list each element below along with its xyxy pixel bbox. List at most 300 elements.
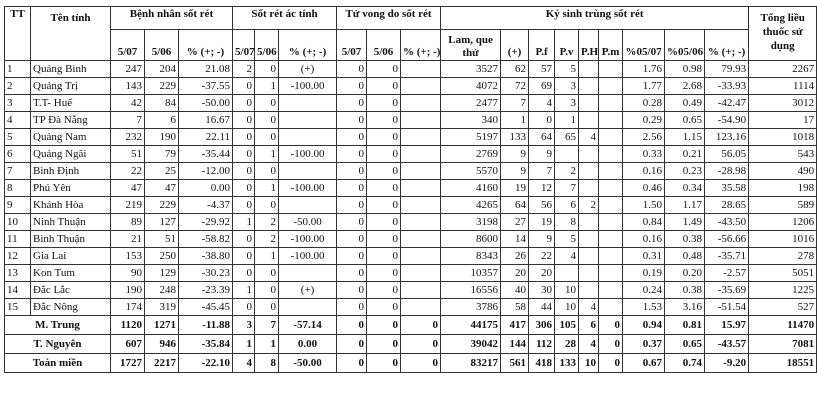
cell-b06: 129 xyxy=(145,265,179,282)
table-row xyxy=(5,112,817,129)
table-row xyxy=(5,299,817,316)
summary-cell-p06: 0.81 xyxy=(665,316,705,335)
table-row xyxy=(5,163,817,180)
cell-ph: 4 xyxy=(579,299,599,316)
table-row xyxy=(5,180,817,197)
cell-pos: 9 xyxy=(501,163,529,180)
cell-pf: 9 xyxy=(529,146,555,163)
summary-cell-dpct: 0 xyxy=(401,335,441,354)
cell-dpct xyxy=(401,163,441,180)
cell-pm xyxy=(599,146,623,163)
cell-s06: 2 xyxy=(255,214,279,231)
summary-cell-dpct: 0 xyxy=(401,316,441,335)
cell-b06: 25 xyxy=(145,163,179,180)
header-province: Tên tỉnh xyxy=(31,7,111,61)
cell-dpct xyxy=(401,231,441,248)
cell-dpct xyxy=(401,248,441,265)
cell-ph xyxy=(579,163,599,180)
cell-pv: 3 xyxy=(555,78,579,95)
cell-b07: 247 xyxy=(111,61,145,78)
cell-spct: -100.00 xyxy=(279,180,337,197)
table-row xyxy=(5,129,817,146)
cell-ppct: 123.16 xyxy=(705,129,749,146)
cell-pm xyxy=(599,112,623,129)
summary-row xyxy=(5,316,817,335)
cell-s07: 0 xyxy=(233,163,255,180)
cell-ppct: -35.71 xyxy=(705,248,749,265)
cell-s06: 0 xyxy=(255,95,279,112)
cell-s07: 0 xyxy=(233,265,255,282)
cell-drug: 543 xyxy=(749,146,817,163)
summary-cell-ppct: -9.20 xyxy=(705,354,749,373)
cell-p06: 0.98 xyxy=(665,61,705,78)
cell-spct xyxy=(279,129,337,146)
cell-d06: 0 xyxy=(367,129,401,146)
summary-cell-d06: 0 xyxy=(367,354,401,373)
cell-ph xyxy=(579,214,599,231)
cell-b06: 319 xyxy=(145,299,179,316)
cell-s06: 0 xyxy=(255,265,279,282)
summary-cell-d06: 0 xyxy=(367,316,401,335)
cell-pv: 7 xyxy=(555,180,579,197)
cell-b07: 232 xyxy=(111,129,145,146)
cell-bpct: 0.00 xyxy=(179,180,233,197)
cell-pv: 1 xyxy=(555,112,579,129)
cell-drug: 17 xyxy=(749,112,817,129)
row-tt: 14 xyxy=(5,282,31,299)
row-tt: 6 xyxy=(5,146,31,163)
summary-cell-lam: 44175 xyxy=(441,316,501,335)
cell-ph xyxy=(579,265,599,282)
row-tt: 5 xyxy=(5,129,31,146)
summary-cell-pf: 306 xyxy=(529,316,555,335)
cell-ph xyxy=(579,231,599,248)
cell-p06: 0.20 xyxy=(665,265,705,282)
cell-pv: 6 xyxy=(555,197,579,214)
cell-spct xyxy=(279,299,337,316)
table-row xyxy=(5,248,817,265)
cell-ppct: -28.98 xyxy=(705,163,749,180)
row-province: Bình Định xyxy=(31,163,111,180)
cell-lam: 10357 xyxy=(441,265,501,282)
cell-pos: 58 xyxy=(501,299,529,316)
cell-s06: 1 xyxy=(255,78,279,95)
cell-d07: 0 xyxy=(337,282,367,299)
header-parasites: Ký sinh trùng sốt rét xyxy=(441,7,749,30)
cell-s07: 2 xyxy=(233,61,255,78)
cell-d07: 0 xyxy=(337,299,367,316)
cell-pos: 14 xyxy=(501,231,529,248)
cell-s06: 0 xyxy=(255,197,279,214)
cell-s07: 0 xyxy=(233,180,255,197)
cell-dpct xyxy=(401,282,441,299)
cell-bpct: -45.45 xyxy=(179,299,233,316)
row-tt: 1 xyxy=(5,61,31,78)
header-tt: TT xyxy=(5,7,31,61)
summary-cell-p07: 0.67 xyxy=(623,354,665,373)
cell-lam: 4265 xyxy=(441,197,501,214)
header-spct: % (+; -) xyxy=(279,30,337,61)
row-province: Quảng Bình xyxy=(31,61,111,78)
table-body xyxy=(5,61,817,373)
summary-name: M. Trung xyxy=(5,316,111,335)
row-province: Kon Tum xyxy=(31,265,111,282)
cell-pos: 40 xyxy=(501,282,529,299)
cell-s07: 0 xyxy=(233,129,255,146)
cell-d07: 0 xyxy=(337,265,367,282)
summary-cell-s06: 8 xyxy=(255,354,279,373)
row-province: TP Đà Nẵng xyxy=(31,112,111,129)
cell-drug: 1206 xyxy=(749,214,817,231)
row-tt: 13 xyxy=(5,265,31,282)
cell-p07: 0.28 xyxy=(623,95,665,112)
cell-s07: 0 xyxy=(233,112,255,129)
header-patients: Bệnh nhân sốt rét xyxy=(111,7,233,30)
cell-pm xyxy=(599,248,623,265)
cell-drug: 1225 xyxy=(749,282,817,299)
summary-cell-s07: 4 xyxy=(233,354,255,373)
summary-cell-s07: 3 xyxy=(233,316,255,335)
summary-cell-p07: 0.94 xyxy=(623,316,665,335)
cell-dpct xyxy=(401,61,441,78)
cell-b07: 143 xyxy=(111,78,145,95)
summary-name: Toàn miền xyxy=(5,354,111,373)
table-row xyxy=(5,197,817,214)
summary-cell-b07: 1120 xyxy=(111,316,145,335)
cell-dpct xyxy=(401,299,441,316)
summary-cell-drug: 11470 xyxy=(749,316,817,335)
cell-d07: 0 xyxy=(337,197,367,214)
cell-p07: 0.16 xyxy=(623,231,665,248)
cell-pf: 7 xyxy=(529,163,555,180)
cell-b06: 51 xyxy=(145,231,179,248)
summary-cell-bpct: -35.84 xyxy=(179,335,233,354)
summary-cell-b06: 1271 xyxy=(145,316,179,335)
summary-cell-bpct: -22.10 xyxy=(179,354,233,373)
summary-cell-s06: 7 xyxy=(255,316,279,335)
cell-d07: 0 xyxy=(337,163,367,180)
row-tt: 3 xyxy=(5,95,31,112)
cell-ppct: -51.54 xyxy=(705,299,749,316)
summary-cell-d06: 0 xyxy=(367,335,401,354)
cell-p06: 0.65 xyxy=(665,112,705,129)
cell-pos: 20 xyxy=(501,265,529,282)
cell-pm xyxy=(599,95,623,112)
header-p06: %05/06 xyxy=(665,30,705,61)
cell-spct: -100.00 xyxy=(279,248,337,265)
cell-s06: 0 xyxy=(255,299,279,316)
cell-p06: 1.49 xyxy=(665,214,705,231)
cell-p06: 0.34 xyxy=(665,180,705,197)
cell-pos: 9 xyxy=(501,146,529,163)
cell-dpct xyxy=(401,265,441,282)
cell-lam: 5197 xyxy=(441,129,501,146)
cell-lam: 4072 xyxy=(441,78,501,95)
cell-ppct: -43.50 xyxy=(705,214,749,231)
cell-pos: 1 xyxy=(501,112,529,129)
cell-drug: 1114 xyxy=(749,78,817,95)
cell-pv: 2 xyxy=(555,163,579,180)
cell-p07: 1.77 xyxy=(623,78,665,95)
cell-drug: 198 xyxy=(749,180,817,197)
cell-pv: 5 xyxy=(555,231,579,248)
row-tt: 15 xyxy=(5,299,31,316)
cell-pos: 62 xyxy=(501,61,529,78)
cell-p07: 0.19 xyxy=(623,265,665,282)
cell-s07: 1 xyxy=(233,214,255,231)
header-s06: 5/06 xyxy=(255,30,279,61)
cell-d06: 0 xyxy=(367,282,401,299)
cell-d06: 0 xyxy=(367,197,401,214)
cell-pf: 9 xyxy=(529,231,555,248)
cell-ppct: -42.47 xyxy=(705,95,749,112)
cell-s06: 1 xyxy=(255,248,279,265)
cell-spct: -100.00 xyxy=(279,78,337,95)
cell-dpct xyxy=(401,78,441,95)
cell-pf: 20 xyxy=(529,265,555,282)
cell-p06: 0.38 xyxy=(665,231,705,248)
cell-pos: 64 xyxy=(501,197,529,214)
row-tt: 8 xyxy=(5,180,31,197)
summary-cell-pos: 561 xyxy=(501,354,529,373)
cell-b07: 47 xyxy=(111,180,145,197)
cell-ppct: 28.65 xyxy=(705,197,749,214)
cell-spct: -50.00 xyxy=(279,214,337,231)
cell-pf: 69 xyxy=(529,78,555,95)
cell-spct xyxy=(279,95,337,112)
cell-pm xyxy=(599,231,623,248)
cell-lam: 8600 xyxy=(441,231,501,248)
cell-ppct: -35.69 xyxy=(705,282,749,299)
cell-s06: 1 xyxy=(255,180,279,197)
cell-ppct: -56.66 xyxy=(705,231,749,248)
cell-p06: 0.23 xyxy=(665,163,705,180)
cell-d06: 0 xyxy=(367,112,401,129)
cell-dpct xyxy=(401,95,441,112)
header-s07: 5/07 xyxy=(233,30,255,61)
cell-b07: 21 xyxy=(111,231,145,248)
cell-pm xyxy=(599,214,623,231)
cell-bpct: -23.39 xyxy=(179,282,233,299)
summary-cell-pm: 0 xyxy=(599,316,623,335)
cell-spct xyxy=(279,265,337,282)
table-row xyxy=(5,231,817,248)
summary-cell-pos: 417 xyxy=(501,316,529,335)
row-province: Bình Thuận xyxy=(31,231,111,248)
cell-pf: 19 xyxy=(529,214,555,231)
cell-pf: 4 xyxy=(529,95,555,112)
cell-p06: 0.38 xyxy=(665,282,705,299)
cell-spct: -100.00 xyxy=(279,146,337,163)
cell-d07: 0 xyxy=(337,231,367,248)
cell-ppct: -33.93 xyxy=(705,78,749,95)
header-severe: Sốt rét ác tính xyxy=(233,7,337,30)
cell-d06: 0 xyxy=(367,61,401,78)
cell-ph xyxy=(579,112,599,129)
summary-cell-ph: 10 xyxy=(579,354,599,373)
cell-lam: 5570 xyxy=(441,163,501,180)
summary-cell-ppct: -43.57 xyxy=(705,335,749,354)
cell-p06: 2.68 xyxy=(665,78,705,95)
summary-cell-pv: 133 xyxy=(555,354,579,373)
cell-pm xyxy=(599,299,623,316)
summary-cell-drug: 18551 xyxy=(749,354,817,373)
cell-spct xyxy=(279,112,337,129)
cell-s07: 0 xyxy=(233,95,255,112)
cell-bpct: 21.08 xyxy=(179,61,233,78)
cell-p06: 3.16 xyxy=(665,299,705,316)
cell-lam: 8343 xyxy=(441,248,501,265)
cell-b07: 174 xyxy=(111,299,145,316)
cell-lam: 2769 xyxy=(441,146,501,163)
cell-s07: 1 xyxy=(233,282,255,299)
header-p07: %05/07 xyxy=(623,30,665,61)
summary-row xyxy=(5,335,817,354)
cell-d06: 0 xyxy=(367,180,401,197)
cell-pv: 65 xyxy=(555,129,579,146)
table-row xyxy=(5,282,817,299)
cell-p06: 0.48 xyxy=(665,248,705,265)
table-row xyxy=(5,214,817,231)
cell-b06: 190 xyxy=(145,129,179,146)
cell-dpct xyxy=(401,180,441,197)
summary-row xyxy=(5,354,817,373)
cell-ppct: 35.58 xyxy=(705,180,749,197)
cell-b06: 204 xyxy=(145,61,179,78)
cell-pos: 26 xyxy=(501,248,529,265)
cell-p07: 0.31 xyxy=(623,248,665,265)
cell-spct: (+) xyxy=(279,282,337,299)
cell-p06: 1.17 xyxy=(665,197,705,214)
summary-cell-pf: 418 xyxy=(529,354,555,373)
summary-cell-p07: 0.37 xyxy=(623,335,665,354)
cell-bpct: -58.82 xyxy=(179,231,233,248)
summary-cell-d07: 0 xyxy=(337,335,367,354)
table-row xyxy=(5,61,817,78)
summary-cell-ppct: 15.97 xyxy=(705,316,749,335)
summary-cell-spct: -50.00 xyxy=(279,354,337,373)
summary-cell-p06: 0.74 xyxy=(665,354,705,373)
summary-name: T. Nguyên xyxy=(5,335,111,354)
cell-pm xyxy=(599,78,623,95)
summary-cell-pv: 105 xyxy=(555,316,579,335)
cell-bpct: -50.00 xyxy=(179,95,233,112)
cell-b07: 51 xyxy=(111,146,145,163)
cell-pos: 27 xyxy=(501,214,529,231)
cell-spct: -100.00 xyxy=(279,231,337,248)
cell-b07: 90 xyxy=(111,265,145,282)
cell-d07: 0 xyxy=(337,214,367,231)
summary-cell-ph: 6 xyxy=(579,316,599,335)
cell-lam: 3527 xyxy=(441,61,501,78)
cell-pv: 8 xyxy=(555,214,579,231)
header-pv: P.v xyxy=(555,30,579,61)
cell-pos: 7 xyxy=(501,95,529,112)
cell-b06: 127 xyxy=(145,214,179,231)
cell-lam: 3786 xyxy=(441,299,501,316)
cell-drug: 1018 xyxy=(749,129,817,146)
row-province: T.T- Huế xyxy=(31,95,111,112)
row-tt: 4 xyxy=(5,112,31,129)
cell-d07: 0 xyxy=(337,248,367,265)
summary-cell-pm: 0 xyxy=(599,335,623,354)
malaria-report-sheet xyxy=(4,6,815,406)
cell-bpct: 22.11 xyxy=(179,129,233,146)
cell-spct: (+) xyxy=(279,61,337,78)
cell-b06: 248 xyxy=(145,282,179,299)
cell-b07: 42 xyxy=(111,95,145,112)
cell-bpct: -30.23 xyxy=(179,265,233,282)
cell-b06: 6 xyxy=(145,112,179,129)
header-row-2 xyxy=(5,30,817,61)
header-dpct: % (+; -) xyxy=(401,30,441,61)
cell-d07: 0 xyxy=(337,61,367,78)
cell-d06: 0 xyxy=(367,299,401,316)
cell-p07: 1.50 xyxy=(623,197,665,214)
cell-d07: 0 xyxy=(337,146,367,163)
cell-d06: 0 xyxy=(367,248,401,265)
cell-pf: 44 xyxy=(529,299,555,316)
cell-s07: 0 xyxy=(233,248,255,265)
summary-cell-b06: 2217 xyxy=(145,354,179,373)
header-row-1 xyxy=(5,7,817,30)
cell-lam: 16556 xyxy=(441,282,501,299)
cell-pos: 72 xyxy=(501,78,529,95)
summary-cell-d07: 0 xyxy=(337,354,367,373)
cell-pv: 10 xyxy=(555,299,579,316)
cell-dpct xyxy=(401,146,441,163)
cell-s07: 0 xyxy=(233,146,255,163)
cell-d06: 0 xyxy=(367,95,401,112)
cell-b07: 153 xyxy=(111,248,145,265)
cell-pf: 30 xyxy=(529,282,555,299)
cell-pv: 3 xyxy=(555,95,579,112)
cell-b06: 84 xyxy=(145,95,179,112)
header-b06: 5/06 xyxy=(145,30,179,61)
cell-ppct: -2.57 xyxy=(705,265,749,282)
summary-cell-pos: 144 xyxy=(501,335,529,354)
cell-ph xyxy=(579,282,599,299)
summary-cell-spct: -57.14 xyxy=(279,316,337,335)
cell-b07: 7 xyxy=(111,112,145,129)
cell-ph xyxy=(579,146,599,163)
summary-cell-ph: 4 xyxy=(579,335,599,354)
cell-d06: 0 xyxy=(367,214,401,231)
cell-d06: 0 xyxy=(367,78,401,95)
cell-ph xyxy=(579,61,599,78)
cell-pv xyxy=(555,265,579,282)
cell-p07: 1.53 xyxy=(623,299,665,316)
cell-p07: 0.84 xyxy=(623,214,665,231)
summary-cell-s07: 1 xyxy=(233,335,255,354)
row-province: Ninh Thuận xyxy=(31,214,111,231)
cell-drug: 527 xyxy=(749,299,817,316)
cell-s06: 2 xyxy=(255,231,279,248)
summary-cell-b06: 946 xyxy=(145,335,179,354)
cell-d07: 0 xyxy=(337,95,367,112)
cell-drug: 589 xyxy=(749,197,817,214)
row-tt: 7 xyxy=(5,163,31,180)
row-tt: 2 xyxy=(5,78,31,95)
header-bpct: % (+; -) xyxy=(179,30,233,61)
cell-pv: 5 xyxy=(555,61,579,78)
cell-d07: 0 xyxy=(337,112,367,129)
cell-d07: 0 xyxy=(337,180,367,197)
cell-bpct: 16.67 xyxy=(179,112,233,129)
cell-pv xyxy=(555,146,579,163)
cell-p07: 0.33 xyxy=(623,146,665,163)
row-province: Gia Lai xyxy=(31,248,111,265)
